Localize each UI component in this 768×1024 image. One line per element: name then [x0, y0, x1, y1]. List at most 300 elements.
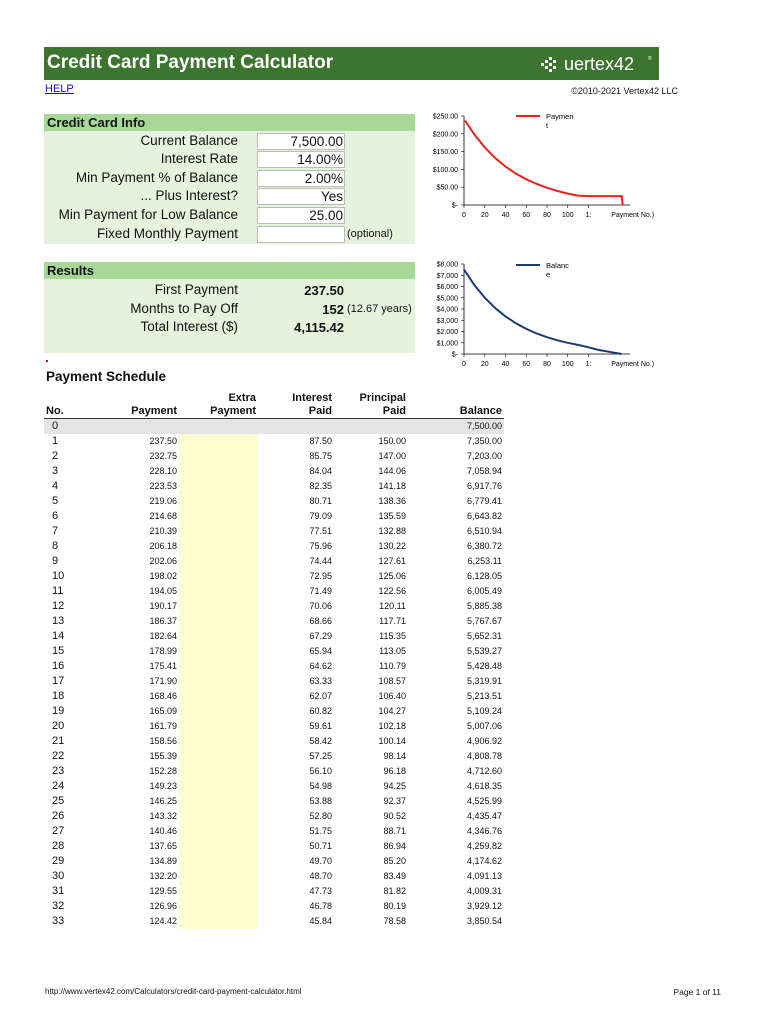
fixed-monthly-payment-input[interactable]: [257, 226, 345, 243]
y-tick-label: $2,000: [436, 329, 458, 336]
row-extra-payment[interactable]: [179, 764, 258, 779]
table-row: [44, 794, 504, 809]
row-balance: 7,350.00: [466, 435, 502, 446]
first-payment-value: 237.50: [304, 283, 344, 298]
row-extra-payment[interactable]: [179, 659, 258, 674]
row-interest: 56.10: [309, 765, 332, 776]
y-tick-label: $5,000: [436, 295, 458, 303]
row-principal: 108.57: [378, 675, 406, 686]
row-extra-payment[interactable]: [179, 644, 258, 659]
row-extra-payment[interactable]: [179, 689, 258, 704]
row-interest: 77.51: [309, 525, 332, 536]
row-interest: 65.94: [309, 645, 332, 656]
row-interest: 74.44: [309, 555, 332, 566]
x-tick-label: 1:: [585, 212, 592, 219]
table-row: [44, 614, 504, 629]
row-no: 18: [52, 689, 65, 702]
row-extra-payment[interactable]: [179, 704, 258, 719]
credit-card-info-header: Credit Card Info: [44, 114, 415, 131]
row-principal: 130.22: [378, 540, 406, 551]
row-payment: 182.64: [149, 630, 177, 641]
table-row: [44, 764, 504, 779]
row-balance: 4,259.82: [466, 840, 502, 851]
table-row: [44, 464, 504, 479]
row-extra-payment[interactable]: [179, 884, 258, 899]
row-balance: 7,500.00: [408, 418, 504, 434]
row-interest: 79.09: [309, 510, 332, 521]
row-no: 5: [52, 494, 59, 507]
row-payment: 171.90: [149, 675, 177, 686]
legend-label: Balanc: [546, 261, 569, 270]
row-principal: 81.82: [383, 885, 406, 896]
row-payment: 137.65: [149, 840, 177, 851]
copyright-text: ©2010-2021 Vertex42 LLC: [571, 86, 678, 96]
row-balance: 5,213.51: [466, 690, 502, 701]
row-interest: 53.88: [309, 795, 332, 806]
row-payment: 161.79: [149, 720, 177, 731]
row-no: 13: [52, 614, 65, 627]
row-balance: 7,058.94: [466, 465, 502, 476]
row-no: 29: [52, 854, 65, 867]
row-no: 17: [52, 674, 65, 687]
row-extra-payment[interactable]: [179, 434, 258, 449]
row-payment: 206.18: [149, 540, 177, 551]
payment-schedule-title: Payment Schedule: [46, 369, 167, 384]
first-payment-label: First Payment: [154, 282, 238, 297]
row-payment: 223.53: [149, 480, 177, 491]
row-balance: 4,618.35: [466, 780, 502, 791]
x-tick-label: 20: [480, 212, 489, 219]
row-interest: 82.35: [309, 480, 332, 491]
row-principal: 144.06: [378, 465, 406, 476]
row-interest: 62.07: [309, 690, 332, 701]
total-interest-label: Total Interest ($): [140, 319, 238, 334]
row-interest: [258, 418, 334, 434]
row-interest: 85.75: [309, 450, 332, 461]
years-value: (12.67 years): [347, 303, 412, 315]
y-tick-label: $1,000: [436, 340, 458, 348]
row-payment: 186.37: [149, 615, 177, 626]
row-extra-payment[interactable]: [179, 599, 258, 614]
row-interest: 84.04: [309, 465, 332, 476]
row-interest: 60.82: [309, 705, 332, 716]
row-principal: 100.14: [378, 735, 406, 746]
svg-text:uertex42: uertex42: [564, 54, 635, 74]
row-no: 12: [52, 599, 65, 612]
results-header: Results: [44, 262, 415, 279]
row-extra-payment[interactable]: [179, 479, 258, 494]
row-payment: 158.56: [149, 735, 177, 746]
header-balance: Balance: [408, 388, 504, 418]
row-extra-payment[interactable]: [179, 869, 258, 884]
legend-label: Paymen: [546, 112, 574, 121]
row-principal: 141.18: [378, 480, 406, 491]
row-no: 6: [52, 509, 59, 522]
row-payment: 149.23: [149, 780, 177, 791]
row-balance: 4,525.99: [466, 795, 502, 806]
x-tick-label: 40: [501, 212, 510, 219]
row-extra-payment[interactable]: [179, 464, 258, 479]
row-interest: 49.70: [309, 855, 332, 866]
row-principal: 150.00: [378, 435, 406, 446]
table-row: [44, 839, 504, 854]
row-principal: 78.58: [383, 915, 406, 926]
row-balance: 4,174.62: [466, 855, 502, 866]
optional-note: (optional): [347, 228, 393, 240]
row-balance: 5,109.24: [466, 705, 502, 716]
x-tick-label: 60: [522, 212, 531, 219]
row-payment: 232.75: [149, 450, 177, 461]
row-payment: 194.05: [149, 585, 177, 596]
months-to-pay-off-label: Months to Pay Off: [130, 301, 238, 316]
x-tick-label: 80: [543, 212, 551, 219]
table-row: [44, 899, 504, 914]
row-payment: 152.28: [149, 765, 177, 776]
row-no: 26: [52, 809, 65, 822]
row-interest: 50.71: [309, 840, 332, 851]
row-payment: 237.50: [149, 435, 177, 446]
row-payment: 202.06: [149, 555, 177, 566]
interest-rate-label: Interest Rate: [160, 151, 238, 166]
row-no: 8: [52, 539, 59, 552]
current-balance-label: Current Balance: [140, 133, 238, 148]
row-no: 11: [52, 584, 64, 597]
row-interest: 51.75: [309, 825, 332, 836]
x-tick-label: 0: [462, 361, 466, 368]
y-tick-label: $8,000: [436, 261, 458, 269]
row-extra-payment[interactable]: [179, 839, 258, 854]
x-tick-label: 40: [501, 361, 510, 368]
row-extra-payment[interactable]: [179, 719, 258, 734]
header-extra-payment: Extra Payment: [179, 388, 258, 418]
row-extra-payment[interactable]: [179, 539, 258, 554]
table-row: [44, 914, 504, 929]
row-balance: 4,808.78: [466, 750, 502, 761]
row-interest: 45.84: [309, 915, 332, 926]
row-balance: 3,929.12: [466, 900, 502, 911]
y-tick-label: $50.00: [436, 184, 458, 192]
table-row: [44, 659, 504, 674]
row-payment: [120, 418, 179, 434]
row-no: 9: [52, 554, 59, 567]
plus-interest-input[interactable]: Yes: [257, 188, 345, 205]
row-extra-payment[interactable]: [179, 824, 258, 839]
row-extra-payment[interactable]: [179, 749, 258, 764]
footer-page-number: Page 1 of 11: [673, 987, 721, 997]
row-extra-payment[interactable]: [179, 509, 258, 524]
row-balance: 5,319.91: [466, 675, 502, 686]
table-row: [44, 869, 504, 884]
row-extra-payment[interactable]: [179, 734, 258, 749]
row-balance: 4,346.76: [466, 825, 502, 836]
row-extra-payment[interactable]: [179, 614, 258, 629]
help-link[interactable]: HELP: [45, 83, 74, 95]
min-payment-low-balance-label: Min Payment for Low Balance: [58, 207, 238, 222]
row-payment: 143.32: [149, 810, 177, 821]
row-payment: 140.46: [149, 825, 177, 836]
row-payment: 198.02: [149, 570, 177, 581]
row-principal: 88.71: [383, 825, 406, 836]
y-tick-label: $7,000: [436, 272, 458, 280]
table-row: [44, 539, 504, 554]
row-no: 28: [52, 839, 65, 852]
row-principal: 132.88: [378, 525, 406, 536]
row-principal: 96.18: [383, 765, 406, 776]
row-balance: 5,007.06: [466, 720, 502, 731]
table-row: [44, 554, 504, 569]
y-tick-label: $3,000: [436, 317, 458, 325]
row-balance: 6,253.11: [467, 555, 502, 566]
min-payment-low-balance-input[interactable]: 25.00: [257, 207, 345, 224]
header-payment: Payment: [120, 388, 179, 418]
row-principal: 102.18: [378, 720, 406, 731]
row-payment: 168.46: [149, 690, 177, 701]
row-extra-payment[interactable]: [179, 674, 258, 689]
y-tick-label: $200.00: [432, 131, 458, 139]
balance-chart: [420, 256, 680, 372]
row-no: 23: [52, 764, 65, 777]
x-tick-label: 60: [522, 361, 531, 368]
table-row: [44, 584, 504, 599]
row-extra-payment[interactable]: [179, 854, 258, 869]
row-interest: 63.33: [309, 675, 332, 686]
vertex42-logo: [538, 51, 654, 77]
row-payment: 126.96: [149, 900, 177, 911]
row-payment: 175.41: [149, 660, 177, 671]
x-axis-label: Payment No.): [611, 361, 655, 368]
row-interest: 47.73: [309, 885, 332, 896]
y-tick-label: $-: [451, 202, 458, 210]
row-extra-payment[interactable]: [179, 629, 258, 644]
row-principal: 117.71: [379, 615, 406, 626]
row-interest: 52.80: [309, 810, 332, 821]
table-row: [44, 479, 504, 494]
y-tick-label: $-: [451, 351, 458, 359]
x-tick-label: 1:: [585, 361, 592, 368]
row-extra-payment[interactable]: [179, 794, 258, 809]
row-balance: 4,435.47: [466, 810, 502, 821]
table-row: [44, 494, 504, 509]
x-axis-label: Payment No.): [611, 212, 655, 219]
legend-label: e: [546, 270, 551, 279]
row-interest: 75.96: [309, 540, 332, 551]
row-balance: 6,510.94: [466, 525, 502, 536]
row-payment: 134.89: [149, 855, 177, 866]
row-payment: 190.17: [149, 600, 177, 611]
row-principal: 115.35: [379, 630, 406, 641]
row-principal: 138.36: [378, 495, 406, 506]
row-payment: 210.39: [149, 525, 177, 536]
table-row: [44, 809, 504, 824]
row-principal: 83.49: [383, 870, 406, 881]
row-no: 30: [52, 869, 65, 882]
row-extra-payment[interactable]: [179, 809, 258, 824]
header-no: No.: [44, 388, 120, 418]
table-row: [44, 689, 504, 704]
row-balance: 4,906.92: [466, 735, 502, 746]
table-row: [44, 599, 504, 614]
row-principal: 135.59: [378, 510, 406, 521]
row-payment: 124.42: [149, 915, 177, 926]
row-balance: 5,428.48: [466, 660, 502, 671]
row-principal: 120.11: [379, 600, 406, 611]
row-no: 0: [44, 418, 120, 434]
y-tick-label: $100.00: [432, 166, 458, 174]
row-principal: 106.40: [378, 690, 406, 701]
row-payment: 146.25: [149, 795, 177, 806]
x-tick-label: 0: [462, 212, 466, 219]
row-no: 3: [52, 464, 59, 477]
series-line: [465, 121, 623, 206]
header-principal-paid: Principal Paid: [334, 388, 408, 418]
total-interest-value: 4,115.42: [294, 320, 344, 335]
row-interest: 80.71: [309, 495, 332, 506]
row-payment: 132.20: [149, 870, 177, 881]
y-tick-label: $4,000: [436, 306, 458, 314]
red-marker: [46, 360, 48, 362]
table-row: [44, 418, 504, 434]
row-balance: 6,917.76: [466, 480, 502, 491]
interest-rate-input[interactable]: 14.00%: [257, 151, 345, 168]
row-no: 25: [52, 794, 65, 807]
row-principal: 110.79: [379, 660, 406, 671]
row-balance: 6,005.49: [466, 585, 502, 596]
min-payment-percent-input[interactable]: 2.00%: [257, 170, 345, 187]
current-balance-input[interactable]: 7,500.00: [257, 133, 345, 150]
row-no: 31: [52, 884, 65, 897]
row-extra-payment[interactable]: [179, 584, 258, 599]
table-row: [44, 509, 504, 524]
row-no: 10: [52, 569, 65, 582]
row-interest: 87.50: [309, 435, 332, 446]
row-balance: 6,643.82: [466, 510, 502, 521]
row-no: 20: [52, 719, 65, 732]
row-no: 4: [52, 479, 59, 492]
x-tick-label: 80: [543, 361, 551, 368]
row-balance: 6,128.05: [466, 570, 502, 581]
row-extra-payment[interactable]: [179, 554, 258, 569]
row-balance: 7,203.00: [466, 450, 502, 461]
row-principal: 98.14: [383, 750, 406, 761]
row-no: 22: [52, 749, 65, 762]
row-payment: 178.99: [149, 645, 177, 656]
x-tick-label: 100: [561, 361, 574, 368]
row-principal: 80.19: [383, 900, 406, 911]
svg-text:®: ®: [648, 56, 652, 62]
row-extra-payment[interactable]: [179, 899, 258, 914]
footer-url: http://www.vertex42.com/Calculators/credit-card-payment-calculator.html: [45, 987, 302, 996]
row-payment: 214.68: [149, 510, 177, 521]
table-row: [44, 524, 504, 539]
row-payment: 219.06: [149, 495, 177, 506]
series-line: [464, 270, 622, 354]
table-row: [44, 854, 504, 869]
row-no: 7: [52, 524, 59, 537]
row-balance: 5,652.31: [466, 630, 502, 641]
row-principal: 147.00: [378, 450, 406, 461]
row-no: 15: [52, 644, 65, 657]
row-interest: 58.42: [309, 735, 332, 746]
row-principal: 86.94: [383, 840, 406, 851]
row-balance: 5,885.38: [466, 600, 502, 611]
row-interest: 54.98: [309, 780, 332, 791]
table-row: [44, 704, 504, 719]
min-payment-percent-label: Min Payment % of Balance: [75, 170, 238, 185]
row-interest: 46.78: [309, 900, 332, 911]
row-interest: 48.70: [309, 870, 332, 881]
row-no: 16: [52, 659, 65, 672]
page-title: Credit Card Payment Calculator: [47, 52, 334, 73]
header-interest-paid: Interest Paid: [258, 388, 334, 418]
row-interest: 68.66: [309, 615, 332, 626]
row-principal: 104.27: [378, 705, 406, 716]
row-balance: 6,779.41: [466, 495, 502, 506]
table-row: [44, 734, 504, 749]
row-extra-payment[interactable]: [179, 914, 258, 929]
row-no: 2: [52, 449, 59, 462]
row-principal: 113.05: [379, 645, 406, 656]
row-extra-payment[interactable]: [179, 779, 258, 794]
row-no: 1: [52, 434, 59, 447]
row-interest: 64.62: [309, 660, 332, 671]
row-extra-payment[interactable]: [179, 569, 258, 584]
row-principal: 127.61: [378, 555, 406, 566]
row-no: 21: [52, 734, 65, 747]
row-payment: 129.55: [149, 885, 177, 896]
row-no: 27: [52, 824, 65, 837]
row-extra-payment[interactable]: [179, 449, 258, 464]
row-extra-payment[interactable]: [179, 494, 258, 509]
row-interest: 59.61: [309, 720, 332, 731]
row-balance: 6,380.72: [466, 540, 502, 551]
row-principal: 94.25: [383, 780, 406, 791]
table-row: [44, 449, 504, 464]
table-row: [44, 674, 504, 689]
row-interest: 72.95: [309, 570, 332, 581]
row-payment: 165.09: [149, 705, 177, 716]
legend-label: t: [546, 121, 549, 130]
x-tick-label: 20: [480, 361, 489, 368]
y-tick-label: $6,000: [436, 284, 458, 291]
table-row: [44, 644, 504, 659]
fixed-monthly-payment-label: Fixed Monthly Payment: [96, 226, 238, 241]
table-row: [44, 749, 504, 764]
months-to-pay-off-value: 152: [322, 302, 344, 317]
row-balance: 5,539.27: [466, 645, 502, 656]
table-row: [44, 629, 504, 644]
x-tick-label: 100: [561, 212, 574, 219]
plus-interest-label: ... Plus Interest?: [140, 188, 238, 203]
row-principal: 92.37: [383, 795, 406, 806]
row-interest: 70.06: [309, 600, 332, 611]
row-no: 19: [52, 704, 65, 717]
y-tick-label: $150.00: [432, 149, 458, 157]
row-no: 32: [52, 899, 65, 912]
row-no: 14: [52, 629, 65, 642]
row-interest: 57.25: [309, 750, 332, 761]
row-extra-payment[interactable]: [179, 418, 258, 434]
row-principal: 122.56: [378, 585, 406, 596]
row-interest: 71.49: [309, 585, 332, 596]
table-row: [44, 824, 504, 839]
table-row: [44, 434, 504, 449]
row-balance: 4,091.13: [466, 870, 502, 881]
row-balance: 4,712.60: [466, 765, 502, 776]
row-principal: 90.52: [383, 810, 406, 821]
table-row: [44, 719, 504, 734]
row-balance: 4,009.31: [466, 885, 502, 896]
row-extra-payment[interactable]: [179, 524, 258, 539]
